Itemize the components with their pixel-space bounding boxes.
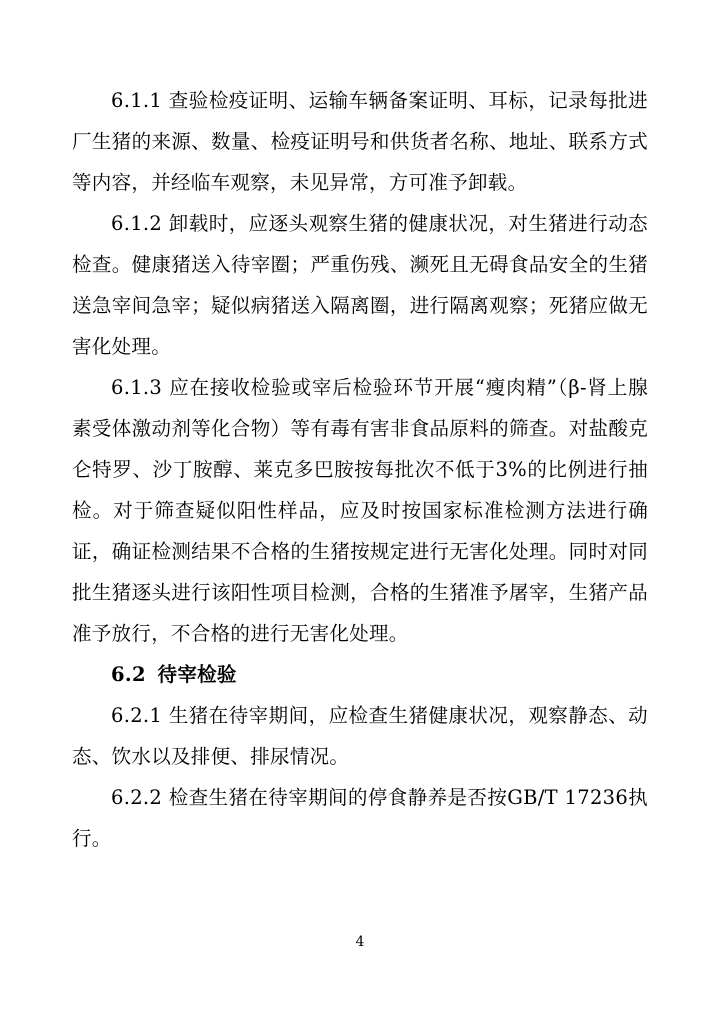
paragraph-6-1-1: 6.1.1 查验检疫证明、运输车辆备案证明、耳标，记录每批进厂生猪的来源、数量、检疫证明号和供货者名称、地址、联系方式等内容，并经临车观察，未见异常，方可准予卸载。 [72, 89, 648, 194]
paragraph-6-2-2: 6.2.2 检查生猪在待宰期间的停食静养是否按GB/T 17236执行。 [72, 786, 648, 850]
paragraph-6-1-3: 6.1.3 应在接收检验或宰后检验环节开展“瘦肉精”（β-肾上腺素受体激动剂等化合物）等有毒有害非食品原料的筛查。对盐酸克仑特罗、沙丁胺醇、莱克多巴胺按每批次不低于3%的比例进行抽检。对于筛查疑似阳性样品，应及时按国家标准检测方法进行确证，确证检测结果不合格的生猪按规定进行无害化处理。同时对同批生猪逐头进行该阳性项目检测，合格的生猪准予屠宰，生猪产品准予放行，不合格的进行无害化处理。 [72, 376, 648, 645]
document-body [72, 80, 648, 859]
heading-6-2 [72, 654, 648, 695]
paragraph-6-2-1: 6.2.1 生猪在待宰期间，应检查生猪健康状况，观察静态、动态、饮水以及排便、排尿情况。 [72, 704, 648, 768]
page-number: 4 [355, 934, 365, 950]
heading-number: 6.2 [111, 663, 146, 686]
paragraph-6-1-2: 6.1.2 卸载时，应逐头观察生猪的健康状况，对生猪进行动态检查。健康猪送入待宰圈；严重伤残、濒死且无碍食品安全的生猪送急宰间急宰；疑似病猪送入隔离圈，进行隔离观察；死猪应做无害化处理。 [72, 212, 648, 358]
heading-label: 待宰检验 [157, 663, 237, 686]
